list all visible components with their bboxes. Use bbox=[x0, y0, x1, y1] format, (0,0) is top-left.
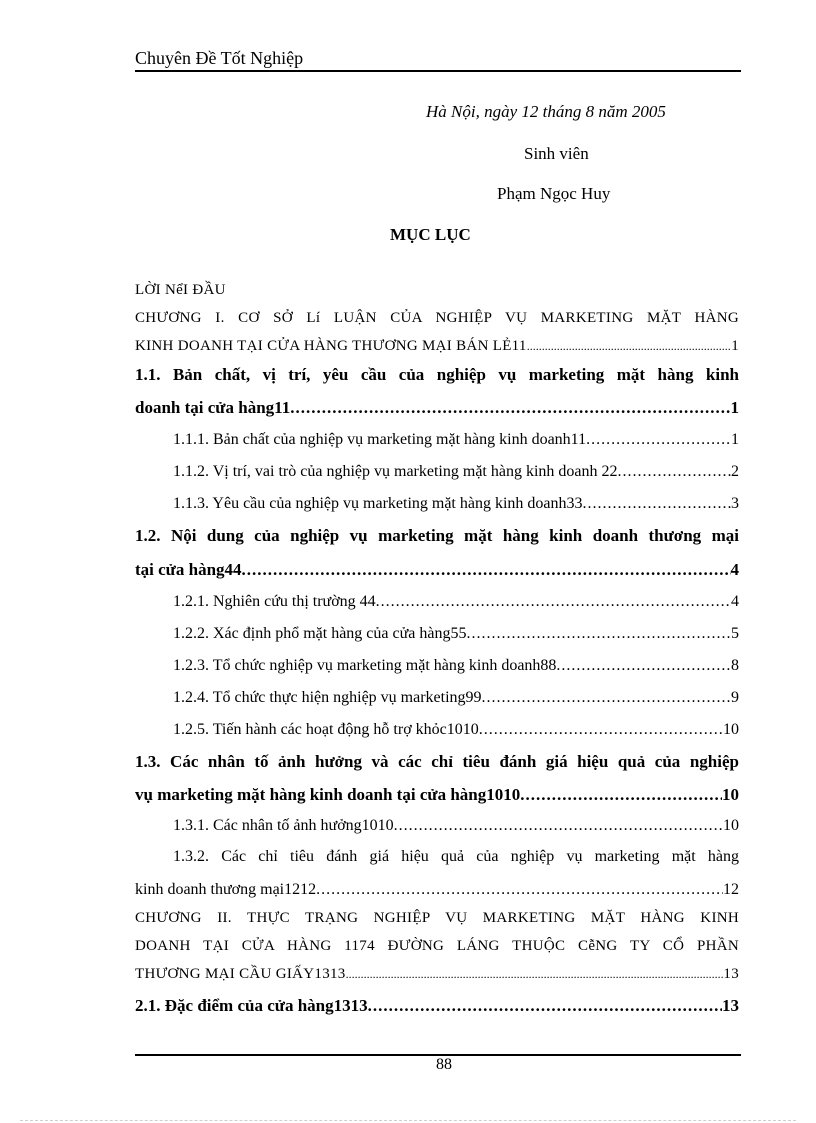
toc-entry-chapter1[interactable] bbox=[135, 338, 739, 355]
header-divider bbox=[135, 70, 741, 72]
toc-entry-label: 1.2.3. Tổ chức nghiệp vụ marketing mặt hàng kinh doanh88 bbox=[173, 657, 557, 674]
toc-entry-label: 1.2.2. Xác định phổ mặt hàng của cửa hàng55 bbox=[173, 625, 467, 642]
toc-entry-1-1-3[interactable] bbox=[173, 495, 739, 513]
toc-entry-label: CHƯƠNG II. THỰC TRẠNG NGHIỆP VỤ MARKETING MẶT HÀNG KINH bbox=[135, 910, 739, 926]
toc-entry-label: 1.2. Nội dung của nghiệp vụ marketing mặt hàng kinh doanh thương mại bbox=[135, 526, 739, 545]
toc-entry-1-1-line1[interactable] bbox=[135, 365, 739, 385]
toc-page-number: 5 bbox=[731, 625, 739, 642]
toc-entry-label: 1.1.2. Vị trí, vai trò của nghiệp vụ marketing mặt hàng kinh doanh 22 bbox=[173, 463, 618, 480]
toc-page-number: 10 bbox=[722, 785, 739, 804]
toc-entry-1-2-4[interactable] bbox=[173, 689, 739, 707]
toc-entry-chapter1-line1[interactable] bbox=[135, 310, 739, 327]
toc-entry-label: THƯƠNG MẠI CẦU GIẤY1313 bbox=[135, 966, 346, 982]
toc-entry-label: 1.1. Bản chất, vị trí, yêu cầu của nghiệp vụ marketing mặt hàng kinh bbox=[135, 365, 739, 384]
page-number: 88 bbox=[436, 1056, 452, 1073]
toc-page-number: 13 bbox=[723, 966, 739, 982]
toc-page-number: 1 bbox=[730, 398, 739, 417]
leader-dots bbox=[376, 593, 731, 611]
toc-entry-chapter2[interactable] bbox=[135, 966, 739, 983]
toc-entry-label: 1.2.1. Nghiên cứu thị trường 44 bbox=[173, 593, 376, 610]
toc-entry-label: vụ marketing mặt hàng kinh doanh tại cửa hàng1010 bbox=[135, 785, 521, 804]
leader-dots bbox=[583, 495, 731, 513]
page-header-title: Chuyên Đề Tốt Nghiệp bbox=[135, 48, 304, 68]
toc-entry-preface[interactable] bbox=[135, 282, 739, 299]
toc-entry-1-3-line1[interactable] bbox=[135, 752, 739, 772]
date-line: Hà Nội, ngày 12 tháng 8 năm 2005 bbox=[426, 102, 666, 121]
toc-entry-label: tại cửa hàng44 bbox=[135, 560, 242, 579]
toc-page-number: 13 bbox=[722, 996, 739, 1015]
toc-entry-label: 1.1.1. Bản chất của nghiệp vụ marketing mặt hàng kinh doanh11 bbox=[173, 431, 587, 448]
leader-dots bbox=[346, 967, 724, 982]
toc-entry-label: DOANH TẠI CỬA HÀNG 1174 ĐƯỜNG LÁNG THUỘC CễNG TY CỔ PHẦN bbox=[135, 938, 739, 954]
toc-entry-label: 1.2.5. Tiến hành các hoạt động hỗ trợ khỏc1010 bbox=[173, 721, 479, 738]
toc-page-number: 9 bbox=[731, 689, 739, 706]
leader-dots bbox=[466, 625, 731, 643]
leader-dots bbox=[556, 657, 731, 675]
toc-page-number: 4 bbox=[731, 593, 739, 610]
toc-entry-label: KINH DOANH TẠI CỬA HÀNG THƯƠNG MẠI BÁN LẺ11 bbox=[135, 338, 527, 354]
toc-page-number: 10 bbox=[723, 817, 739, 834]
toc-entry-1-3-2[interactable] bbox=[135, 881, 739, 899]
student-role: Sinh viên bbox=[524, 144, 589, 163]
toc-entry-label: LỜI NểI ĐẦU bbox=[135, 282, 226, 298]
toc-entry-label: CHƯƠNG I. CƠ SỞ Lí LUẬN CỦA NGHIỆP VỤ MARKETING MẶT HÀNG bbox=[135, 310, 739, 326]
toc-entry-1-2-3[interactable] bbox=[173, 657, 739, 675]
toc-title: MỤC LỤC bbox=[390, 225, 471, 244]
leader-dots bbox=[242, 560, 731, 580]
toc-entry-1-2-line1[interactable] bbox=[135, 526, 739, 546]
page-break-line bbox=[20, 1120, 796, 1121]
leader-dots bbox=[394, 817, 723, 835]
leader-dots bbox=[290, 398, 730, 418]
toc-entry-2-1[interactable] bbox=[135, 996, 739, 1016]
leader-dots bbox=[618, 463, 731, 481]
toc-entry-1-1[interactable] bbox=[135, 398, 739, 418]
toc-page-number: 1 bbox=[731, 338, 739, 354]
toc-entry-1-1-1[interactable] bbox=[173, 431, 739, 449]
leader-dots bbox=[527, 339, 731, 354]
toc-entry-1-3-2-line1[interactable] bbox=[173, 848, 739, 866]
toc-entry-label: kinh doanh thương mại1212 bbox=[135, 881, 317, 898]
toc-entry-label: 1.1.3. Yêu cầu của nghiệp vụ marketing mặt hàng kinh doanh33 bbox=[173, 495, 583, 512]
toc-entry-1-3-1[interactable] bbox=[173, 817, 739, 835]
toc-page-number: 8 bbox=[731, 657, 739, 674]
toc-entry-1-2[interactable] bbox=[135, 560, 739, 580]
toc-page-number: 10 bbox=[723, 721, 739, 738]
toc-entry-label: doanh tại cửa hàng11 bbox=[135, 398, 291, 417]
student-name: Phạm Ngọc Huy bbox=[497, 184, 611, 203]
toc-page-number: 12 bbox=[723, 881, 739, 898]
toc-entry-1-2-1[interactable] bbox=[173, 593, 739, 611]
toc-page-number: 4 bbox=[730, 560, 739, 579]
toc-page-number: 2 bbox=[731, 463, 739, 480]
toc-entry-1-2-2[interactable] bbox=[173, 625, 739, 643]
toc-page-number: 1 bbox=[731, 431, 739, 448]
leader-dots bbox=[316, 881, 723, 899]
toc-entry-label: 1.3. Các nhân tố ảnh hưởng và các chỉ tiêu đánh giá hiệu quả của nghiệp bbox=[135, 752, 739, 771]
leader-dots bbox=[482, 689, 731, 707]
toc-entry-label: 2.1. Đặc điểm của cửa hàng1313 bbox=[135, 996, 368, 1015]
toc-entry-chapter2-line1[interactable] bbox=[135, 910, 739, 927]
toc-entry-1-2-5[interactable] bbox=[173, 721, 739, 739]
toc-entry-label: 1.2.4. Tổ chức thực hiện nghiệp vụ marketing99 bbox=[173, 689, 482, 706]
leader-dots bbox=[479, 721, 723, 739]
leader-dots bbox=[586, 431, 731, 449]
leader-dots bbox=[520, 785, 722, 805]
leader-dots bbox=[368, 996, 722, 1016]
toc-page-number: 3 bbox=[731, 495, 739, 512]
toc-entry-label: 1.3.1. Các nhân tố ảnh hưởng1010 bbox=[173, 817, 394, 834]
toc-entry-1-1-2[interactable] bbox=[173, 463, 739, 481]
toc-entry-1-3[interactable] bbox=[135, 785, 739, 805]
toc-entry-label: 1.3.2. Các chỉ tiêu đánh giá hiệu quả của nghiệp vụ marketing mặt hàng bbox=[173, 848, 739, 865]
toc-entry-chapter2-line2[interactable] bbox=[135, 938, 739, 955]
